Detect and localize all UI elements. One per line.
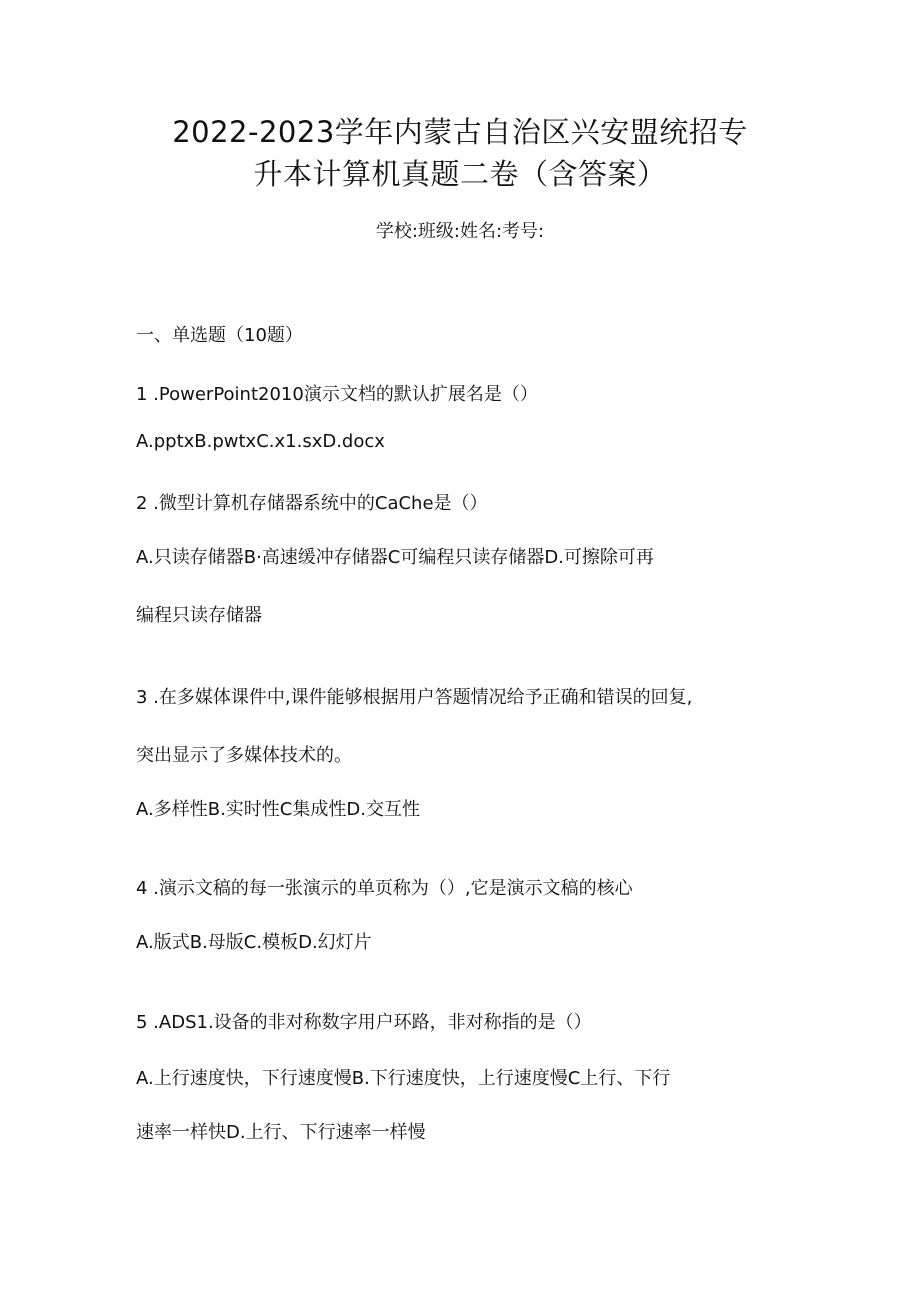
document-title-line-1: 2022-2023学年内蒙古自治区兴安盟统招专: [172, 115, 748, 149]
question-3-stem-cont: 突出显示了多媒体技术的。: [136, 745, 352, 766]
question-3-stem: 3 .在多媒体课件中,课件能够根据用户答题情况给予正确和错误的回复,: [136, 687, 693, 708]
question-2-stem: 2 .微型计算机存储器系统中的CaChe是（）: [136, 493, 488, 514]
question-2-options: A.只读存储器B·高速缓冲存储器C可编程只读存储器D.可擦除可再: [136, 547, 654, 568]
question-5-options-cont: 速率一样快D.上行、下行速率一样慢: [136, 1122, 426, 1143]
document-title-line-2: 升本计算机真题二卷（含答案）: [253, 157, 667, 191]
question-5-options: A.上行速度快，下行速度慢B.下行速度快，上行速度慢C上行、下行: [136, 1068, 671, 1089]
section-heading: 一、单选题（10题）: [136, 325, 303, 346]
student-info-line: 学校:班级:姓名:考号:: [375, 221, 545, 242]
question-4-stem: 4 .演示文稿的每一张演示的单页称为（）,它是演示文稿的核心: [136, 878, 633, 899]
question-1-stem: 1 .PowerPoint2010演示文档的默认扩展名是（）: [136, 384, 538, 405]
question-3-options: A.多样性B.实时性C集成性D.交互性: [136, 799, 420, 820]
question-1-options: A.pptxB.pwtxC.x1.sxD.docx: [136, 431, 385, 452]
question-5-stem: 5 .ADS1.设备的非对称数字用户环路，非对称指的是（）: [136, 1012, 592, 1033]
question-4-options: A.版式B.母版C.模板D.幻灯片: [136, 932, 372, 953]
question-2-options-cont: 编程只读存储器: [136, 605, 262, 626]
